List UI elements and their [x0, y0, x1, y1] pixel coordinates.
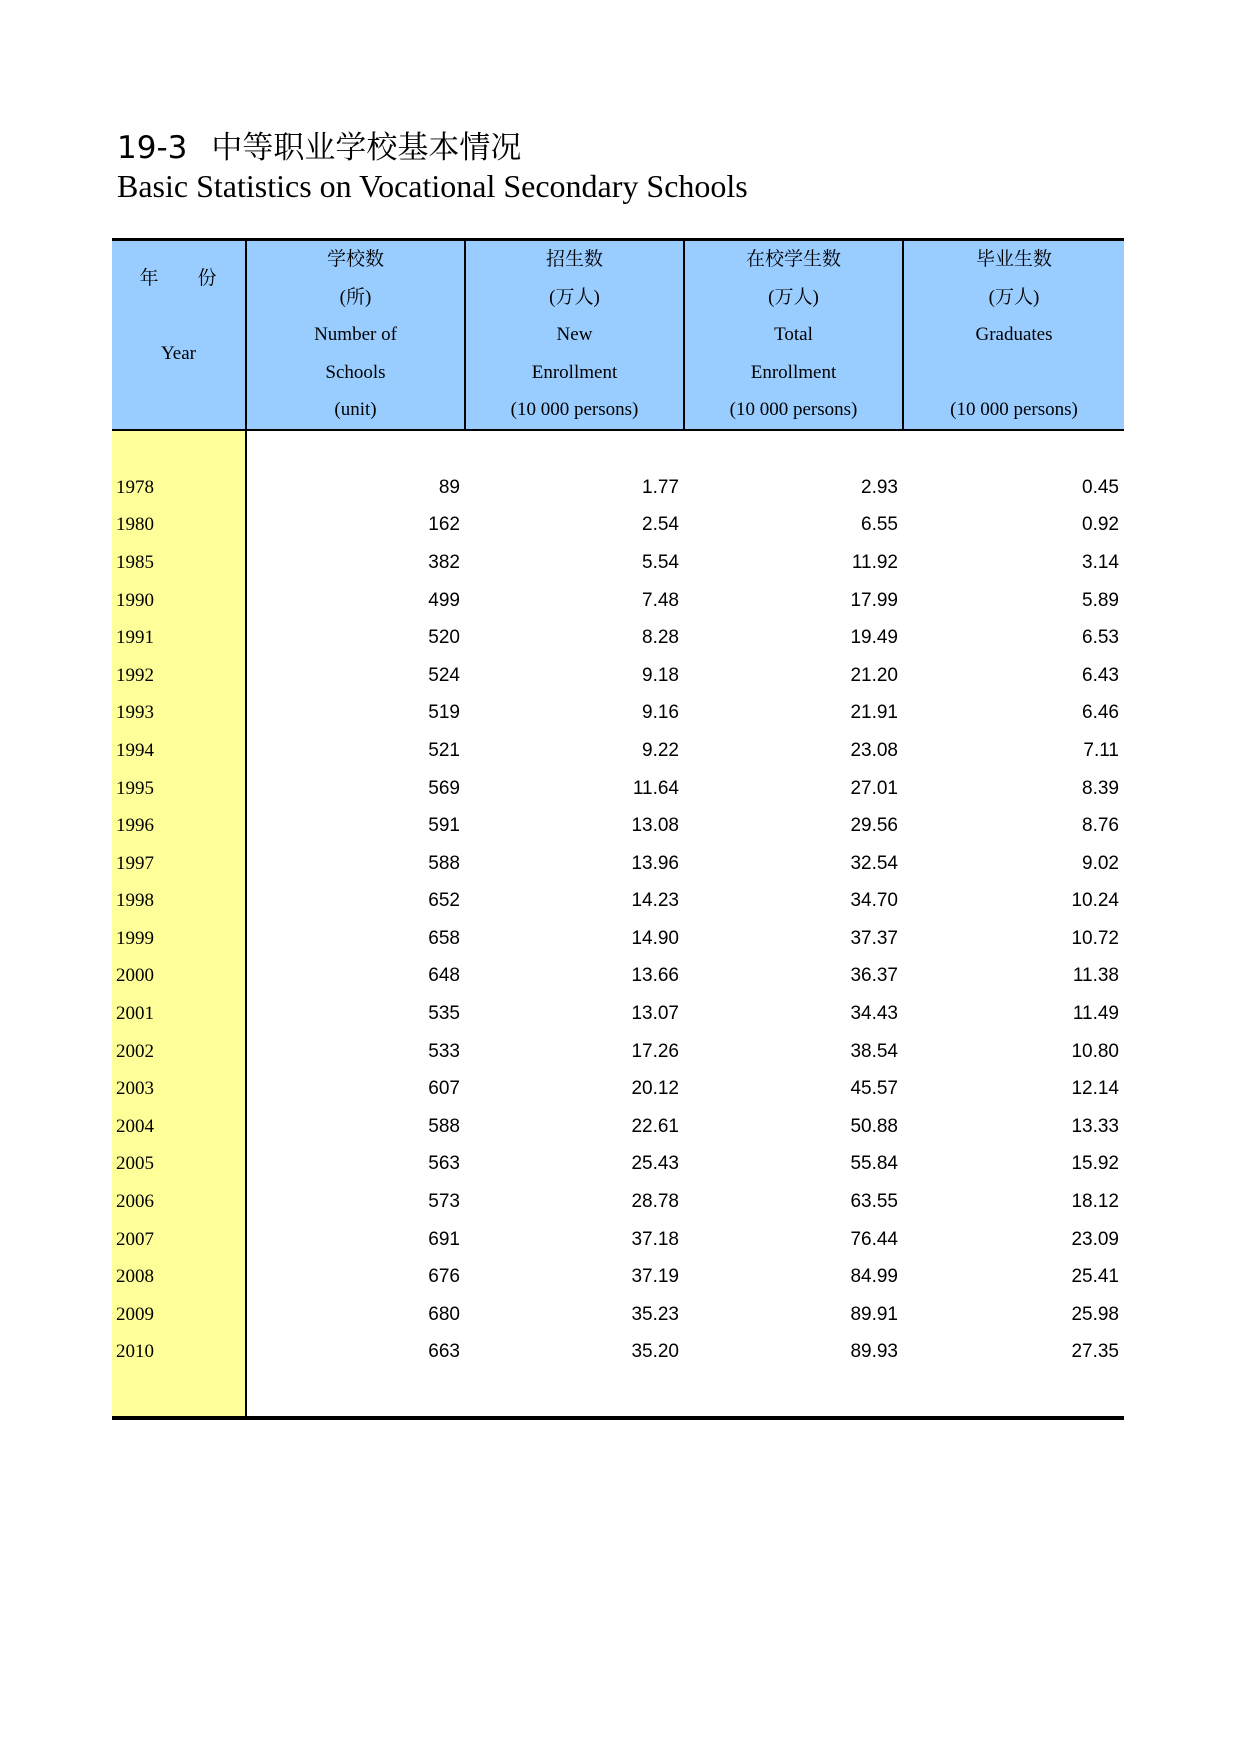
- year-cell: 1997: [112, 845, 246, 883]
- header-unit-en: (unit): [334, 399, 377, 421]
- header-en-1: Number of: [314, 324, 397, 346]
- total-enrollment-cell: 19.49: [850, 627, 898, 649]
- year-cell: 1985: [112, 544, 246, 582]
- table-row: [112, 1146, 1124, 1184]
- header-unit-cn: (万人): [988, 286, 1040, 308]
- header-unit-cn: (万人): [549, 286, 600, 308]
- header-unit-cn: (万人): [768, 286, 819, 308]
- year-header-cn-1: 年: [139, 268, 160, 289]
- schools-cell: 533: [246, 1033, 465, 1071]
- new-enrollment-cell: 13.96: [631, 852, 679, 874]
- total-enrollment-cell: 37.37: [850, 927, 898, 949]
- total-enrollment-cell: 55.84: [850, 1153, 898, 1175]
- graduates-cell: 10.80: [1071, 1040, 1119, 1062]
- header-en-2: Enrollment: [531, 361, 618, 383]
- schools-cell: 588: [246, 845, 465, 883]
- total-enrollment-cell: 6.55: [861, 514, 898, 536]
- graduates-cell: 11.49: [1072, 1003, 1119, 1025]
- table-row: [112, 807, 1124, 845]
- table-row: [112, 1108, 1124, 1146]
- total-enrollment-cell: 50.88: [850, 1115, 898, 1137]
- graduates-cell: 15.92: [1071, 1153, 1119, 1175]
- graduates-cell: 0.92: [1082, 514, 1119, 536]
- new-enrollment-cell: 14.23: [631, 890, 679, 912]
- graduates-cell: 23.09: [1071, 1228, 1119, 1250]
- year-cell: 2009: [112, 1296, 246, 1334]
- schools-cell: 569: [246, 770, 465, 808]
- new-enrollment-cell: 35.20: [631, 1341, 679, 1363]
- schools-cell: 535: [246, 995, 465, 1033]
- year-header-cn-2: 份: [197, 268, 218, 289]
- graduates-cell: 6.43: [1082, 664, 1119, 686]
- schools-cell: 588: [246, 1108, 465, 1146]
- total-enrollment-cell: 89.91: [850, 1303, 898, 1325]
- schools-cell: 691: [246, 1221, 465, 1259]
- year-header-en: Year: [160, 343, 196, 364]
- year-cell: 1991: [112, 619, 246, 657]
- graduates-cell: 10.72: [1071, 927, 1119, 949]
- table-row: [112, 469, 1124, 507]
- total-enrollment-cell: 34.70: [850, 890, 898, 912]
- table-row: [112, 582, 1124, 620]
- new-enrollment-cell: 13.08: [631, 815, 679, 837]
- header-en-2: Schools: [325, 361, 386, 383]
- table-row: [112, 1258, 1124, 1296]
- total-enrollment-cell: 32.54: [850, 852, 898, 874]
- graduates-cell: 10.24: [1071, 890, 1119, 912]
- table-row: [112, 1033, 1124, 1071]
- header-unit-en: (10 000 persons): [510, 399, 639, 421]
- table-row: [112, 507, 1124, 545]
- graduates-cell: 18.12: [1071, 1191, 1119, 1213]
- new-enrollment-cell: 13.07: [631, 1003, 679, 1025]
- total-enrollment-column-header: [684, 240, 903, 430]
- new-enrollment-cell: 9.22: [642, 739, 679, 761]
- spacer-row: [112, 1371, 1124, 1418]
- new-enrollment-cell: 22.61: [631, 1115, 679, 1137]
- table-body: [112, 430, 1124, 1418]
- new-enrollment-cell: 9.18: [642, 664, 679, 686]
- header-en-1: New: [556, 324, 593, 346]
- schools-cell: 573: [246, 1183, 465, 1221]
- schools-cell: 658: [246, 920, 465, 958]
- page-title-cn: [117, 122, 521, 167]
- total-enrollment-cell: 21.20: [850, 664, 898, 686]
- table-row: [112, 770, 1124, 808]
- table-row: [112, 544, 1124, 582]
- schools-cell: 89: [246, 469, 465, 507]
- year-cell: 2000: [112, 958, 246, 996]
- table-number: 19-3: [117, 130, 188, 166]
- table-header-row: [112, 240, 1124, 430]
- new-enrollment-cell: 25.43: [631, 1153, 679, 1175]
- new-enrollment-cell: 14.90: [631, 927, 679, 949]
- header-cn: 招生数: [545, 249, 603, 270]
- year-cell: 1996: [112, 807, 246, 845]
- schools-cell: 591: [246, 807, 465, 845]
- new-enrollment-cell: 1.77: [642, 476, 679, 498]
- table-row: [112, 619, 1124, 657]
- table-row: [112, 1221, 1124, 1259]
- table-row: [112, 732, 1124, 770]
- total-enrollment-cell: 89.93: [850, 1341, 898, 1363]
- schools-cell: 382: [246, 544, 465, 582]
- page-title-en: Basic Statistics on Vocational Secondary Schools: [117, 168, 748, 204]
- year-cell: 2002: [112, 1033, 246, 1071]
- year-cell: 1993: [112, 695, 246, 733]
- schools-cell: 519: [246, 695, 465, 733]
- new-enrollment-cell: 2.54: [642, 514, 679, 536]
- graduates-cell: 7.11: [1083, 739, 1119, 761]
- schools-column-header: [246, 240, 465, 430]
- year-cell: 1978: [112, 469, 246, 507]
- schools-cell: 663: [246, 1334, 465, 1372]
- total-enrollment-cell: 29.56: [850, 815, 898, 837]
- total-enrollment-cell: 34.43: [850, 1003, 898, 1025]
- new-enrollment-cell: 35.23: [631, 1303, 679, 1325]
- year-cell: 2003: [112, 1070, 246, 1108]
- year-column-header: [112, 240, 246, 430]
- header-unit-cn: (所): [339, 286, 372, 308]
- schools-cell: 680: [246, 1296, 465, 1334]
- year-cell: 1992: [112, 657, 246, 695]
- new-enrollment-cell: 11.64: [632, 777, 679, 799]
- new-enrollment-cell: 37.18: [631, 1228, 679, 1250]
- graduates-cell: 8.76: [1082, 815, 1119, 837]
- table-row: [112, 1296, 1124, 1334]
- total-enrollment-cell: 76.44: [850, 1228, 898, 1250]
- title-cn-text: 中等职业学校基本情况: [211, 130, 522, 166]
- graduates-cell: 25.98: [1071, 1303, 1119, 1325]
- statistics-table: [112, 238, 1124, 1420]
- schools-cell: 521: [246, 732, 465, 770]
- year-cell: 1999: [112, 920, 246, 958]
- year-cell: 2008: [112, 1258, 246, 1296]
- schools-cell: 499: [246, 582, 465, 620]
- graduates-cell: 13.33: [1071, 1115, 1119, 1137]
- graduates-cell: 12.14: [1071, 1078, 1119, 1100]
- new-enrollment-cell: 37.19: [631, 1266, 679, 1288]
- table-row: [112, 920, 1124, 958]
- table-row: [112, 657, 1124, 695]
- header-cn: 在校学生数: [745, 249, 841, 270]
- total-enrollment-cell: 27.01: [850, 777, 898, 799]
- schools-cell: 520: [246, 619, 465, 657]
- graduates-cell: 11.38: [1072, 965, 1119, 987]
- graduates-cell: 6.53: [1082, 627, 1119, 649]
- year-cell: 2007: [112, 1221, 246, 1259]
- schools-cell: 648: [246, 958, 465, 996]
- new-enrollment-cell: 17.26: [631, 1040, 679, 1062]
- total-enrollment-cell: 84.99: [850, 1266, 898, 1288]
- schools-cell: 652: [246, 883, 465, 921]
- year-cell: 1995: [112, 770, 246, 808]
- year-cell: 2010: [112, 1334, 246, 1372]
- header-unit-en: (10 000 persons): [950, 399, 1078, 421]
- header-cn: 学校数: [326, 249, 384, 270]
- table-row: [112, 883, 1124, 921]
- schools-cell: 607: [246, 1070, 465, 1108]
- total-enrollment-cell: 36.37: [850, 965, 898, 987]
- graduates-cell: 5.89: [1082, 589, 1119, 611]
- graduates-cell: 6.46: [1082, 702, 1119, 724]
- year-cell: 2001: [112, 995, 246, 1033]
- year-cell: 1998: [112, 883, 246, 921]
- new-enrollment-cell: 8.28: [642, 627, 679, 649]
- table-row: [112, 958, 1124, 996]
- year-cell: 2006: [112, 1183, 246, 1221]
- spacer-row: [112, 430, 1124, 469]
- graduates-column-header: [903, 240, 1124, 430]
- table-row: [112, 1183, 1124, 1221]
- table-row: [112, 845, 1124, 883]
- table-row: [112, 1334, 1124, 1372]
- new-enrollment-cell: 7.48: [642, 589, 679, 611]
- total-enrollment-cell: 21.91: [850, 702, 898, 724]
- total-enrollment-cell: 38.54: [850, 1040, 898, 1062]
- schools-cell: 563: [246, 1146, 465, 1184]
- table-row: [112, 1070, 1124, 1108]
- total-enrollment-cell: 11.92: [851, 551, 898, 573]
- year-cell: 2005: [112, 1146, 246, 1184]
- graduates-cell: 25.41: [1071, 1266, 1119, 1288]
- graduates-cell: 3.14: [1082, 551, 1119, 573]
- schools-cell: 676: [246, 1258, 465, 1296]
- new-enrollment-cell: 28.78: [631, 1191, 679, 1213]
- new-enrollment-cell: 9.16: [642, 702, 679, 724]
- table-row: [112, 695, 1124, 733]
- graduates-cell: 8.39: [1082, 777, 1119, 799]
- header-en-1: Total: [774, 324, 813, 346]
- total-enrollment-cell: 2.93: [861, 476, 898, 498]
- year-cell: 2004: [112, 1108, 246, 1146]
- header-en-2: [904, 354, 1124, 392]
- year-cell: 1994: [112, 732, 246, 770]
- total-enrollment-cell: 17.99: [850, 589, 898, 611]
- table-row: [112, 995, 1124, 1033]
- schools-cell: 162: [246, 507, 465, 545]
- total-enrollment-cell: 63.55: [850, 1191, 898, 1213]
- new-enrollment-column-header: [465, 240, 684, 430]
- new-enrollment-cell: 20.12: [631, 1078, 679, 1100]
- year-cell: 1980: [112, 507, 246, 545]
- new-enrollment-cell: 5.54: [642, 551, 679, 573]
- new-enrollment-cell: 13.66: [631, 965, 679, 987]
- graduates-cell: 27.35: [1071, 1341, 1119, 1363]
- header-unit-en: (10 000 persons): [729, 399, 858, 421]
- graduates-cell: 9.02: [1082, 852, 1119, 874]
- header-cn: 毕业生数: [975, 249, 1052, 270]
- total-enrollment-cell: 23.08: [850, 739, 898, 761]
- total-enrollment-cell: 45.57: [850, 1078, 898, 1100]
- header-en-1: Graduates: [975, 324, 1053, 346]
- schools-cell: 524: [246, 657, 465, 695]
- graduates-cell: 0.45: [1082, 476, 1119, 498]
- header-en-2: Enrollment: [750, 361, 837, 383]
- year-cell: 1990: [112, 582, 246, 620]
